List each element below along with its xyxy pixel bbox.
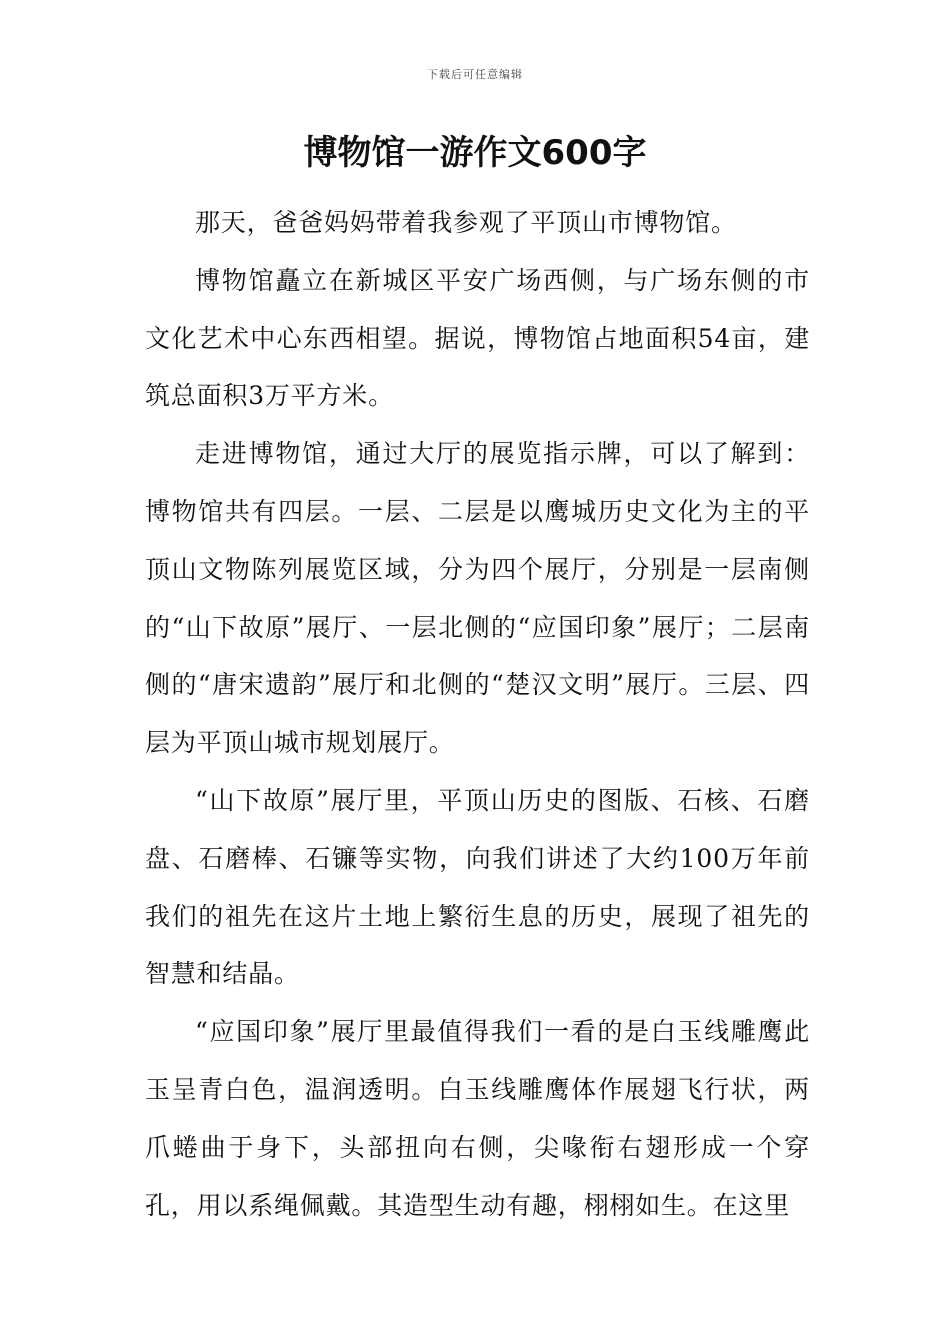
- paragraph: 博物馆矗立在新城区平安广场西侧，与广场东侧的市文化艺术中心东西相望。据说，博物馆占地面积54亩，建筑总面积3万平方米。: [145, 265, 810, 411]
- document-body: [145, 194, 810, 1234]
- paragraph: “应国印象”展厅里最值得我们一看的是白玉线雕鹰此玉呈青白色，温润透明。白玉线雕鹰体作展翅飞行状，两爪蜷曲于身下，头部扭向右侧，尖喙衔右翅形成一个穿孔，用以系绳佩戴。其造型生动有趣，栩栩如生。在这里: [145, 1017, 810, 1220]
- paragraph: 走进博物馆，通过大厅的展览指示牌，可以了解到：博物馆共有四层。一层、二层是以鹰城历史文化为主的平顶山文物陈列展览区域，分为四个展厅，分别是一层南侧的“山下故原”展厅、一层北侧的“应国印象”展厅；二层南侧的“唐宋遗韵”展厅和北侧的“楚汉文明”展厅。三层、四层为平顶山城市规划展厅。: [145, 439, 810, 758]
- paragraph: 那天，爸爸妈妈带着我参观了平顶山市博物馆。: [195, 208, 737, 237]
- document-title: 博物馆一游作文600字: [303, 133, 647, 173]
- paragraph: “山下故原”展厅里，平顶山历史的图版、石核、石磨盘、石磨棒、石镰等实物，向我们讲述了大约100万年前我们的祖先在这片土地上繁衍生息的历史，展现了祖先的智慧和结晶。: [145, 785, 810, 989]
- header-note: 下载后可任意编辑: [427, 68, 523, 81]
